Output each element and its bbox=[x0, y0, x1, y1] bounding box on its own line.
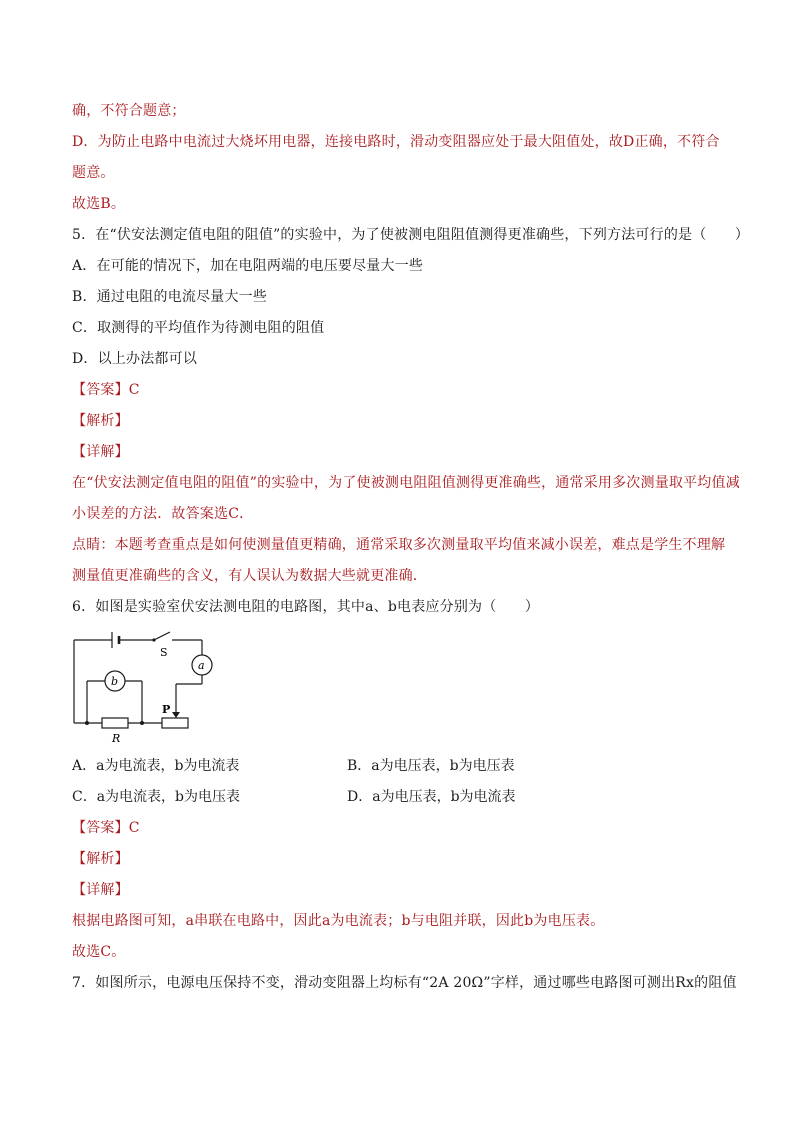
q5-note-line-1: 点睛：本题考查重点是如何使测量值更精确，通常采取多次测量取平均值来减小误差，难点是学生不理解 bbox=[72, 537, 726, 553]
continuation-line-3: 题意。 bbox=[72, 165, 115, 181]
q6-option-c: C．a为电流表，b为电压表 bbox=[72, 789, 241, 805]
continuation-line-2: D．为防止电路中电流过大烧坏用电器，连接电路时，滑动变阻器应处于最大阻值处，故D正确，不符合 bbox=[72, 134, 720, 150]
q6-detail-heading: 【详解】 bbox=[72, 882, 129, 898]
q6-option-d: D．a为电压表，b为电流表 bbox=[347, 789, 516, 805]
junction-right bbox=[140, 721, 144, 725]
q5-stem: 5．在“伏安法测定值电阻的阻值”的实验中，为了使被测电阻阻值测得更准确些，下列方法可行的是（ ） bbox=[72, 227, 750, 243]
q6-analysis-heading: 【解析】 bbox=[72, 851, 129, 867]
rheostat bbox=[162, 718, 188, 728]
switch-label: S bbox=[160, 646, 168, 659]
q6-option-a: A．a为电流表，b为电流表 bbox=[72, 758, 240, 774]
q5-note-line-2: 测量值更准确些的含义，有人误认为数据大些就更准确． bbox=[72, 568, 427, 584]
q5-explanation-line-2: 小误差的方法．故答案选C． bbox=[72, 506, 254, 522]
circuit-diagram bbox=[62, 628, 222, 750]
q6-option-b: B．a为电压表，b为电压表 bbox=[347, 758, 515, 774]
meter-b-label: b bbox=[111, 675, 119, 688]
q5-answer: 【答案】C bbox=[72, 382, 140, 398]
q5-option-d: D．以上办法都可以 bbox=[72, 351, 198, 367]
q7-stem: 7．如图所示，电源电压保持不变，滑动变阻器上均标有“2A 20Ω”字样，通过哪些电路图可测出Rx的阻值 bbox=[72, 975, 737, 991]
q5-option-c: C．取测得的平均值作为待测电阻的阻值 bbox=[72, 320, 325, 336]
resistor-label: R bbox=[112, 732, 121, 745]
q6-conclusion: 故选C。 bbox=[72, 944, 126, 960]
q5-option-a: A．在可能的情况下，加在电阻两端的电压要尽量大一些 bbox=[72, 258, 424, 274]
continuation-line-1: 确，不符合题意； bbox=[72, 103, 186, 119]
q5-explanation-line-1: 在“伏安法测定值电阻的阻值”的实验中，为了使被测电阻阻值测得更准确些，通常采用多次测量取平均值减 bbox=[72, 475, 740, 491]
junction-left bbox=[85, 721, 89, 725]
q6-stem: 6．如图是实验室伏安法测电阻的电路图，其中a、b电表应分别为（ ） bbox=[72, 599, 540, 615]
q5-analysis-heading: 【解析】 bbox=[72, 413, 129, 429]
resistor-r bbox=[102, 718, 128, 728]
q5-option-b: B．通过电阻的电流尽量大一些 bbox=[72, 289, 268, 305]
slider-label: P bbox=[162, 703, 171, 716]
q5-detail-heading: 【详解】 bbox=[72, 444, 129, 460]
switch-pivot bbox=[152, 638, 155, 641]
continuation-conclusion: 故选B。 bbox=[72, 196, 126, 212]
meter-a-label: a bbox=[198, 659, 205, 672]
q6-answer: 【答案】C bbox=[72, 820, 140, 836]
q6-explanation-line-1: 根据电路图可知，a串联在电路中，因此a为电流表；b与电阻并联，因此b为电压表。 bbox=[72, 913, 605, 929]
switch-blade bbox=[154, 632, 170, 640]
slider-arrowhead bbox=[172, 712, 180, 718]
